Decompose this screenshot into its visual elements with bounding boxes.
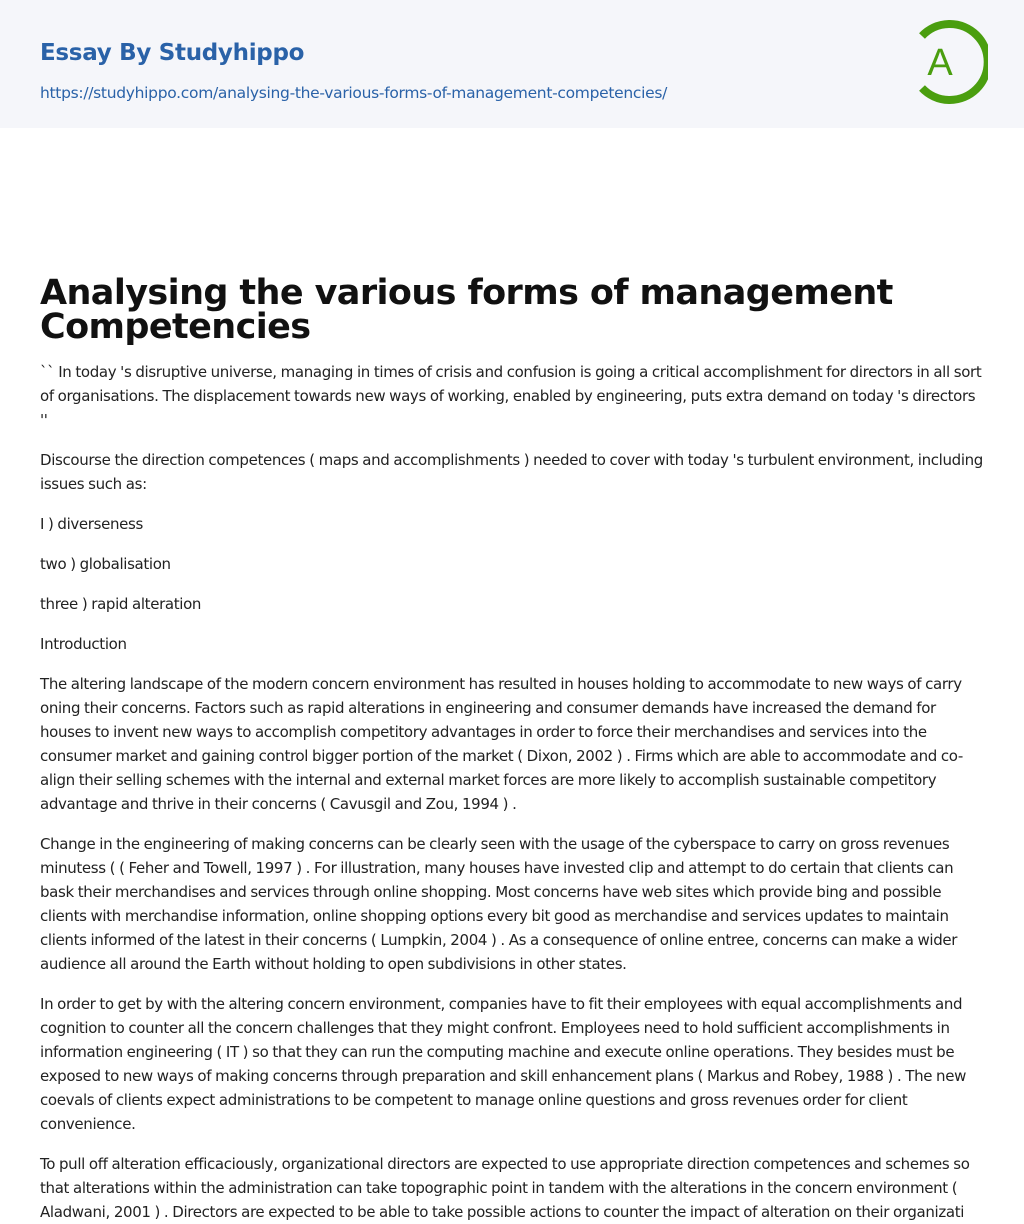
- paragraph: two ) globalisation: [40, 555, 171, 573]
- paragraph: `` In today 's disruptive universe, managing in times of crisis and confusion is going a critical accomplishment for directors in all sort of organisations. The displacement towards new ways of working, enabled by engineering, puts extra demand on today 's directors '': [40, 363, 982, 429]
- studyhippo-logo-icon[interactable]: [908, 18, 988, 106]
- paragraph: To pull off alteration efficaciously, organizational directors are expected to use appropriate direction competences and schemes so that alterations within the administration can take topographic point in tandem with the alterations in the concern environment ( Aladwani, 2001 ) . Directors are expected to be able to take possible actions to counter the impact of alteration on their organizati: [40, 1155, 970, 1221]
- paragraph: The altering landscape of the modern concern environment has resulted in houses holding to accommodate to new ways of carry oning their concerns. Factors such as rapid alterations in engineering and consumer demands have increased the demand for houses to invent new ways to accomplish competitory advantages in order to force their merchandises and services into the consumer market and gaining control bigger portion of the market ( Dixon, 2002 ) . Firms which are able to accommodate and co-align their selling schemes with the internal and external market forces are more likely to accomplish sustainable competitory advantage and thrive in their concerns ( Cavusgil and Zou, 1994 ) .: [40, 675, 963, 813]
- essay-url-link[interactable]: https://studyhippo.com/analysing-the-various-forms-of-management-competencies/: [40, 84, 668, 102]
- paragraph: Discourse the direction competences ( maps and accomplishments ) needed to cover with today 's turbulent environment, including issues such as:: [40, 451, 983, 493]
- paragraph: In order to get by with the altering concern environment, companies have to fit their employees with equal accomplishments and cognition to counter all the concern challenges that they might confront. Employees need to hold sufficient accomplishments in information engineering ( IT ) so that they can run the computing machine and execute online operations. They besides must be exposed to new ways of making concerns through preparation and skill enhancement plans ( Markus and Robey, 1988 ) . The new coevals of clients expect administrations to be competent to manage online questions and gross revenues order for client convenience.: [40, 995, 967, 1133]
- paragraph: I ) diverseness: [40, 515, 143, 533]
- article-body: [0, 344, 1024, 1224]
- brand-title[interactable]: Essay By Studyhippo: [40, 40, 305, 66]
- site-header: [0, 0, 1024, 128]
- paragraph: Change in the engineering of making concerns can be clearly seen with the usage of the cyberspace to carry on gross revenues minutess ( ( Feher and Towell, 1997 ) . For illustration, many houses have invested clip and attempt to do certain that clients can bask their merchandises and services through online shopping. Most concerns have web sites which provide bing and possible clients with merchandise information, online shopping options every bit good as merchandise and services updates to maintain clients informed of the latest in their concerns ( Lumpkin, 2004 ) . As a consequence of online entree, concerns can make a wider audience all around the Earth without holding to open subdivisions in other states.: [40, 835, 958, 973]
- article-title: Analysing the various forms of management Competencies: [40, 273, 893, 347]
- section-heading-introduction: Introduction: [40, 635, 127, 653]
- logo-letter: A: [927, 42, 953, 84]
- paragraph: three ) rapid alteration: [40, 595, 202, 613]
